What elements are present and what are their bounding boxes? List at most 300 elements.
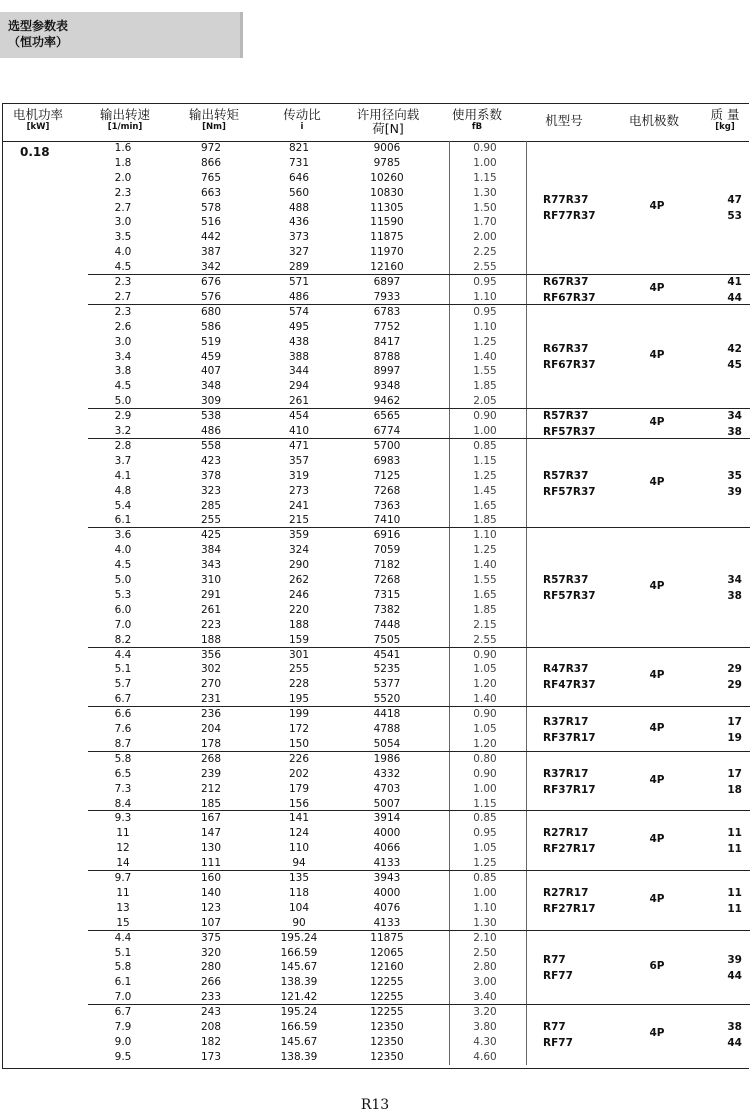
ratio-cell: 324 [288,544,310,557]
page-number: R13 [360,1097,390,1113]
torque-cell: 266 [200,976,222,989]
service-factor-cell: 0.90 [473,767,497,780]
radial-load-cell: 11875 [370,231,404,244]
torque-cell: 375 [200,931,222,944]
model-line: R37R17 [543,767,589,780]
service-factor-cell: 1.15 [473,454,497,467]
torque-cell: 323 [200,484,222,497]
radial-load-cell: 7315 [373,588,401,601]
mass-values [706,766,742,798]
model-line: RF57R37 [543,426,596,439]
header-mass: 质 量 [kg] [710,107,740,132]
torque-cell: 236 [200,708,222,721]
service-factor-cell: 1.10 [473,529,497,542]
radial-load-cell: 5700 [373,439,401,452]
service-factor-cell: 1.55 [473,574,497,587]
speed-cell: 8.4 [114,797,132,810]
model-line: RF57R37 [543,589,596,602]
ratio-cell: 273 [288,484,310,497]
ratio-cell: 241 [288,499,310,512]
service-factor-cell: 2.55 [473,261,497,274]
speed-cell: 9.5 [114,1050,132,1063]
ratio-cell: 574 [288,305,310,318]
header-speed: 输出转速 [1/min] [99,107,150,132]
torque-cell: 576 [200,290,222,303]
service-factor-cell: 1.10 [473,290,497,303]
torque-cell: 291 [200,588,222,601]
model-number [543,408,596,440]
torque-cell: 233 [200,991,222,1004]
service-factor-cell: 2.00 [473,231,497,244]
table-row [88,364,750,379]
mass-line: 42 [727,343,742,356]
service-factor-cell: 1.05 [473,723,497,736]
service-factor-cell: 1.15 [473,171,497,184]
ratio-cell: 141 [288,812,310,825]
torque-cell: 107 [200,916,222,929]
speed-cell: 12 [116,842,130,855]
radial-load-cell: 7505 [373,633,401,646]
ratio-cell: 255 [288,663,310,676]
model-line: R57R37 [543,469,589,482]
title-line-1: 选型参数表 [8,19,69,33]
group-block [88,528,750,647]
service-factor-cell: 4.60 [473,1050,497,1063]
torque-cell: 320 [200,946,222,959]
table-body [3,141,749,1065]
torque-cell: 285 [200,499,222,512]
speed-cell: 3.0 [114,335,132,348]
model-number [543,661,596,693]
model-line: R67R37 [543,343,589,356]
torque-cell: 578 [200,201,222,214]
torque-cell: 188 [200,633,222,646]
motor-poles: 6P [649,959,665,972]
radial-load-cell: 8417 [373,335,401,348]
table-row [88,931,750,946]
ratio-cell: 289 [288,261,310,274]
speed-cell: 4.5 [114,380,132,393]
ratio-cell: 438 [288,335,310,348]
group-block [88,275,750,305]
table-row [88,558,750,573]
radial-load-cell: 4133 [373,916,401,929]
torque-cell: 140 [200,886,222,899]
service-factor-cell: 0.85 [473,439,497,452]
group-block [88,439,750,528]
group-block [88,409,750,439]
ratio-cell: 571 [288,276,310,289]
radial-load-cell: 8788 [373,350,401,363]
model-number [543,341,596,373]
torque-cell: 519 [200,335,222,348]
torque-cell: 486 [200,425,222,438]
speed-cell: 2.3 [114,276,132,289]
table-row [88,648,750,663]
radial-load-cell: 5007 [373,797,401,810]
radial-load-cell: 7410 [373,514,401,527]
torque-cell: 160 [200,872,222,885]
torque-cell: 343 [200,559,222,572]
motor-poles: 4P [649,416,665,429]
radial-load-cell: 12160 [370,261,404,274]
torque-cell: 243 [200,1006,222,1019]
torque-cell: 459 [200,350,222,363]
torque-cell: 173 [200,1050,222,1063]
speed-cell: 5.3 [114,588,132,601]
ratio-cell: 388 [288,350,310,363]
table-row [88,454,750,469]
speed-cell: 2.0 [114,171,132,184]
model-number [543,572,596,604]
speed-cell: 5.1 [114,663,132,676]
torque-cell: 423 [200,454,222,467]
radial-load-cell: 5377 [373,678,401,691]
radial-load-cell: 7448 [373,618,401,631]
ratio-cell: 195.24 [280,931,318,944]
service-factor-cell: 0.90 [473,708,497,721]
ratio-cell: 294 [288,380,310,393]
speed-cell: 5.0 [114,574,132,587]
speed-cell: 5.8 [114,961,132,974]
radial-load-cell: 11590 [370,216,404,229]
speed-cell: 3.7 [114,454,132,467]
radial-load-cell: 5520 [373,693,401,706]
speed-cell: 11 [116,886,130,899]
ratio-cell: 359 [288,529,310,542]
speed-cell: 7.0 [114,618,132,631]
radial-load-cell: 4703 [373,782,401,795]
radial-load-cell: 7268 [373,484,401,497]
torque-cell: 407 [200,365,222,378]
torque-cell: 765 [200,171,222,184]
mass-values [706,192,742,224]
table-row [88,603,750,618]
speed-cell: 2.9 [114,410,132,423]
group-block [88,752,750,812]
ratio-cell: 436 [288,216,310,229]
table-row [88,141,750,156]
speed-cell: 4.1 [114,469,132,482]
ratio-cell: 226 [288,752,310,765]
speed-cell: 3.5 [114,231,132,244]
table-row [88,916,750,931]
mass-values [706,341,742,373]
radial-load-cell: 3943 [373,872,401,885]
speed-cell: 4.5 [114,261,132,274]
ratio-cell: 731 [288,156,310,169]
torque-cell: 123 [200,901,222,914]
speed-cell: 8.7 [114,737,132,750]
speed-cell: 14 [116,857,130,870]
ratio-cell: 202 [288,767,310,780]
ratio-cell: 145.67 [280,1035,318,1048]
mass-line: 39 [727,953,742,966]
radial-load-cell: 9462 [373,395,401,408]
mass-values [706,468,742,500]
motor-poles: 4P [649,1026,665,1039]
model-line: RF77 [543,1036,573,1049]
ratio-cell: 166.59 [280,1021,318,1034]
speed-cell: 15 [116,916,130,929]
model-line: RF37R17 [543,783,596,796]
torque-cell: 558 [200,439,222,452]
radial-load-cell: 6897 [373,276,401,289]
speed-cell: 6.1 [114,514,132,527]
radial-load-cell: 4133 [373,857,401,870]
torque-cell: 342 [200,261,222,274]
model-number [543,274,596,306]
model-line: RF57R37 [543,485,596,498]
ratio-cell: 488 [288,201,310,214]
torque-cell: 538 [200,410,222,423]
table-row [88,439,750,454]
model-line: R77R37 [543,194,589,207]
table-row [88,633,750,648]
group-block [88,305,750,409]
group-block [88,1005,750,1065]
speed-cell: 6.0 [114,603,132,616]
torque-cell: 356 [200,648,222,661]
table-row [88,618,750,633]
ratio-cell: 195.24 [280,1006,318,1019]
torque-cell: 425 [200,529,222,542]
service-factor-cell: 1.40 [473,693,497,706]
service-factor-cell: 1.00 [473,425,497,438]
table-row [88,156,750,171]
mass-values [706,661,742,693]
service-factor-cell: 1.30 [473,916,497,929]
ratio-cell: 319 [288,469,310,482]
service-factor-cell: 1.20 [473,737,497,750]
ratio-cell: 156 [288,797,310,810]
torque-cell: 185 [200,797,222,810]
motor-poles: 4P [649,669,665,682]
ratio-cell: 327 [288,246,310,259]
ratio-cell: 228 [288,678,310,691]
service-factor-cell: 1.05 [473,663,497,676]
radial-load-cell: 4541 [373,648,401,661]
speed-cell: 5.4 [114,499,132,512]
table-row [88,499,750,514]
model-line: RF47R37 [543,679,596,692]
model-line: R77 [543,953,566,966]
service-factor-cell: 1.40 [473,350,497,363]
torque-cell: 268 [200,752,222,765]
table-row [88,543,750,558]
service-factor-cell: 0.95 [473,276,497,289]
ratio-cell: 261 [288,395,310,408]
mass-values [706,885,742,917]
service-factor-cell: 0.85 [473,812,497,825]
radial-load-cell: 4076 [373,901,401,914]
model-line: R57R37 [543,573,589,586]
radial-load-cell: 9006 [373,142,401,154]
radial-load-cell: 8997 [373,365,401,378]
speed-cell: 2.7 [114,290,132,303]
motor-poles: 4P [649,200,665,213]
torque-cell: 280 [200,961,222,974]
speed-cell: 2.8 [114,439,132,452]
ratio-cell: 135 [288,872,310,885]
mass-line: 34 [727,573,742,586]
service-factor-cell: 1.15 [473,797,497,810]
model-line: R77 [543,1020,566,1033]
mass-values [706,274,742,306]
speed-cell: 5.8 [114,752,132,765]
speed-cell: 6.5 [114,767,132,780]
model-line: R47R37 [543,663,589,676]
radial-load-cell: 7752 [373,320,401,333]
service-factor-cell: 1.25 [473,857,497,870]
model-number [543,825,596,857]
group-block [88,141,750,275]
torque-cell: 348 [200,380,222,393]
ratio-cell: 121.42 [280,991,318,1004]
torque-cell: 223 [200,618,222,631]
header-model: 机型号 [545,113,583,128]
speed-cell: 7.6 [114,723,132,736]
mass-line: 19 [727,731,742,744]
service-factor-cell: 1.00 [473,156,497,169]
speed-cell: 9.0 [114,1035,132,1048]
radial-load-cell: 12160 [370,961,404,974]
model-line: RF27R17 [543,843,596,856]
table-row [88,990,750,1005]
radial-load-cell: 7933 [373,290,401,303]
table-row [88,871,750,886]
table-row [88,856,750,871]
ratio-cell: 118 [288,886,310,899]
ratio-cell: 410 [288,425,310,438]
service-factor-cell: 0.90 [473,142,497,154]
speed-cell: 4.8 [114,484,132,497]
speed-cell: 6.7 [114,693,132,706]
ratio-cell: 821 [288,142,310,154]
radial-load-cell: 7382 [373,603,401,616]
table-row [88,811,750,826]
radial-load-cell: 10260 [370,171,404,184]
ratio-cell: 373 [288,231,310,244]
speed-cell: 6.1 [114,976,132,989]
ratio-cell: 344 [288,365,310,378]
header-torque: 输出转矩 [Nm] [188,107,239,132]
torque-cell: 676 [200,276,222,289]
model-number [543,952,573,984]
motor-poles: 4P [649,281,665,294]
ratio-cell: 246 [288,588,310,601]
model-line: R27R17 [543,827,589,840]
torque-cell: 261 [200,603,222,616]
service-factor-cell: 2.15 [473,618,497,631]
service-factor-cell: 1.85 [473,514,497,527]
ratio-cell: 145.67 [280,961,318,974]
torque-cell: 972 [200,142,222,154]
radial-load-cell: 7363 [373,499,401,512]
mass-line: 47 [727,194,742,207]
model-line: R37R17 [543,715,589,728]
table-row [88,394,750,409]
ratio-cell: 104 [288,901,310,914]
ratio-cell: 138.39 [280,976,318,989]
table-row [88,335,750,350]
group-block [88,871,750,931]
torque-cell: 516 [200,216,222,229]
radial-load-cell: 11970 [370,246,404,259]
ratio-cell: 172 [288,723,310,736]
torque-cell: 310 [200,574,222,587]
ratio-cell: 188 [288,618,310,631]
ratio-cell: 110 [288,842,310,855]
ratio-cell: 199 [288,708,310,721]
ratio-cell: 124 [288,827,310,840]
speed-cell: 4.4 [114,648,132,661]
radial-load-cell: 9348 [373,380,401,393]
table-row [88,186,750,201]
radial-load-cell: 4000 [373,886,401,899]
speed-cell: 2.3 [114,305,132,318]
torque-cell: 182 [200,1035,222,1048]
radial-load-cell: 6565 [373,410,401,423]
service-factor-cell: 2.55 [473,633,497,646]
service-factor-cell: 1.25 [473,469,497,482]
radial-load-cell: 12255 [370,976,404,989]
model-number [543,1019,573,1051]
ratio-cell: 138.39 [280,1050,318,1063]
speed-cell: 6.6 [114,708,132,721]
torque-cell: 302 [200,663,222,676]
mass-line: 38 [727,1020,742,1033]
torque-cell: 309 [200,395,222,408]
torque-cell: 204 [200,723,222,736]
model-number [543,192,596,224]
speed-cell: 9.7 [114,872,132,885]
motor-poles: 4P [649,349,665,362]
torque-cell: 147 [200,827,222,840]
mass-values [706,408,742,440]
service-factor-cell: 0.80 [473,752,497,765]
mass-line: 45 [727,359,742,372]
ratio-cell: 471 [288,439,310,452]
speed-cell: 4.0 [114,246,132,259]
ratio-cell: 220 [288,603,310,616]
model-number [543,766,596,798]
service-factor-cell: 3.00 [473,976,497,989]
ratio-cell: 454 [288,410,310,423]
model-number [543,468,596,500]
mass-line: 11 [727,843,742,856]
service-factor-cell: 4.30 [473,1035,497,1048]
radial-load-cell: 4788 [373,723,401,736]
mass-line: 17 [727,767,742,780]
radial-load-cell: 7059 [373,544,401,557]
radial-load-cell: 6783 [373,305,401,318]
group-block [88,707,750,752]
ratio-cell: 150 [288,737,310,750]
speed-cell: 1.8 [114,156,132,169]
model-line: RF37R17 [543,731,596,744]
speed-cell: 2.3 [114,186,132,199]
radial-load-cell: 12255 [370,1006,404,1019]
model-line: RF77 [543,969,573,982]
service-factor-cell: 2.80 [473,961,497,974]
table-row [88,245,750,260]
table-row [88,171,750,186]
speed-cell: 7.3 [114,782,132,795]
speed-cell: 4.5 [114,559,132,572]
ratio-cell: 94 [292,857,306,870]
mass-line: 39 [727,485,742,498]
